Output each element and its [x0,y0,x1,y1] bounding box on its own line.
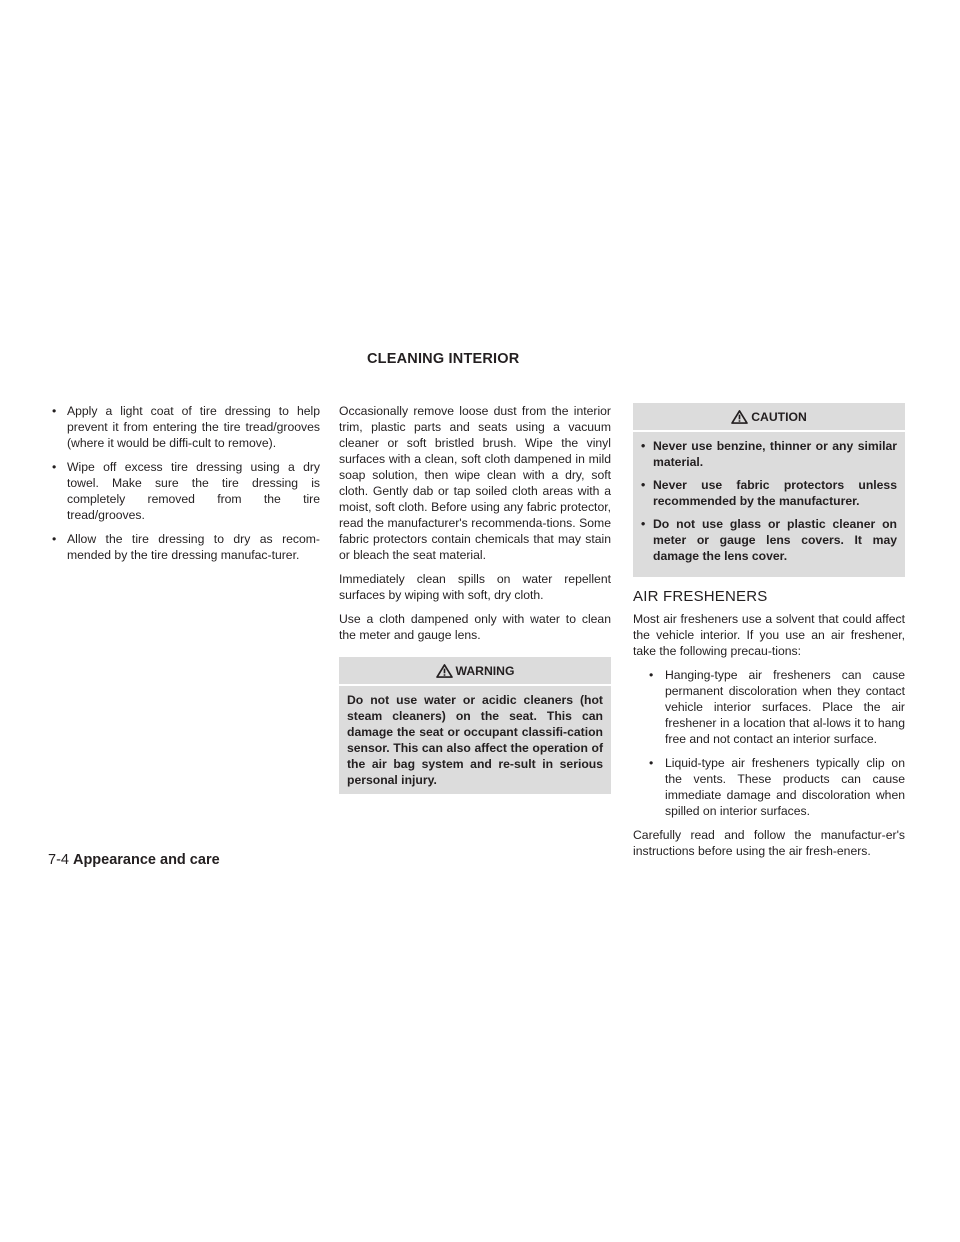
paragraph: Immediately clean spills on water repellent surfaces by wiping with soft, dry cloth. [339,572,611,602]
paragraph: Occasionally remove loose dust from the interior trim, plastic parts and seats using a vacuum cleaner or soft bristled brush. Wipe the vinyl surfaces with a clean, soft cloth dampened in mild soap solution, then wipe clean with a dry, soft cloth. Gently dab or tap soiled cloth areas with a moist, soft cloth. Before using any fabric protector, read the manufacturer's recommenda-tions. Some fabric protectors contain chemicals that may stain or bleach the seat material. [339,404,611,562]
page-number: 7-4 [48,852,69,868]
list-item: • Allow the tire dressing to dry as recom-mended by the tire dressing manufac-turer. [48,531,320,563]
page-footer [48,852,220,868]
caution-header [633,403,905,432]
caution-label: CAUTION [751,410,807,424]
column-3 [633,403,905,867]
section-title: CLEANING INTERIOR [367,351,520,367]
list-item: • Do not use glass or plastic cleaner on meter or gauge lens covers. It may damage the lens cover. [641,516,897,564]
paragraph: Most air fresheners use a solvent that could affect the vehicle interior. If you use an air freshener, take the following precau-tions: [633,612,905,658]
chapter-title: Appearance and care [72,852,220,868]
warning-text: Do not use water or acidic cleaners (hot steam cleaners) on the seat. This can damage the seat or occupant classifi-cation sensor. This can also affect the operation of the air bag system and re-sult in serious personal injury. [347,693,603,787]
warning-box [339,657,611,794]
tire-dressing-list [48,403,320,563]
warning-triangle-icon [436,664,453,678]
list-item: • Never use fabric protectors unless recommended by the manufacturer. [641,477,897,509]
list-item: • Never use benzine, thinner or any similar material. [641,438,897,470]
air-freshener-list [633,667,905,819]
column-1 [48,403,320,571]
caution-triangle-icon [731,410,748,424]
caution-box [633,403,905,577]
caution-list [641,438,897,564]
list-item: • Wipe off excess tire dressing using a dry towel. Make sure the tire dressing is completely removed from the tire tread/grooves. [48,459,320,523]
list-item: • Liquid-type air fresheners typically clip on the vents. These products can cause immediate damage and discoloration when spilled on interior surfaces. [633,755,905,819]
list-item: • Apply a light coat of tire dressing to help prevent it from entering the tire tread/grooves (where it would be diffi-cult to remove). [48,403,320,451]
warning-label: WARNING [455,664,515,678]
air-fresheners-heading: AIR FRESHENERS [633,588,768,605]
paragraph: Carefully read and follow the manufactur-er's instructions before using the air fresh-eners. [633,828,905,858]
column-2 [339,403,611,806]
paragraph: Use a cloth dampened only with water to clean the meter and gauge lens. [339,612,611,642]
warning-body [339,686,611,794]
list-item: • Hanging-type air fresheners can cause permanent discoloration when they contact vehicle interior surfaces. Place the air freshener in a location that al-lows it to hang free and not contact an interior surface. [633,667,905,747]
warning-header [339,657,611,686]
caution-body [633,432,905,577]
